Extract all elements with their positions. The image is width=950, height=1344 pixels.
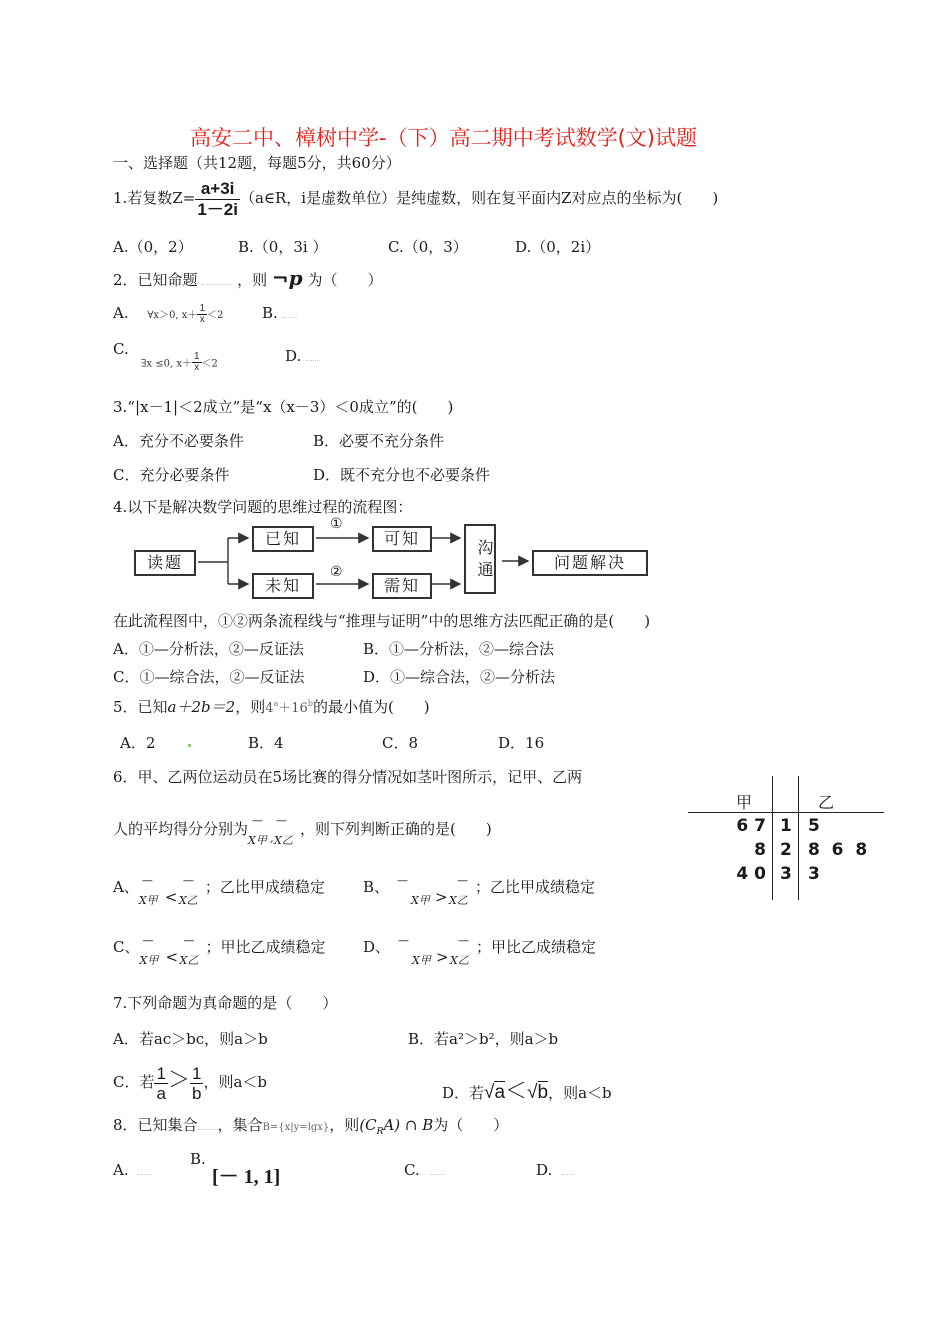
q8-c-label: C. xyxy=(404,1161,420,1179)
q6-a-text: ；乙比甲成绩稳定 xyxy=(204,878,325,896)
q6-d-label: D、 xyxy=(363,938,391,956)
flow-box-unknown: 未知 xyxy=(252,573,314,599)
page-title: 高安二中、樟树中学-（下）高二期中考试数学(文)试题 xyxy=(190,126,697,150)
q6-a-xyi: X乙 xyxy=(178,894,198,907)
question-7: 7.下列命题为真命题的是（ ） xyxy=(113,994,338,1012)
stem-leaf-right-line xyxy=(798,776,799,900)
q2-c-text: ∃x ≤0, x＋ xyxy=(141,358,192,370)
q2-c-fraction xyxy=(192,352,202,373)
q7-c-frac2 xyxy=(190,1064,203,1103)
q6-c-xyi: X乙 xyxy=(179,954,199,967)
q7-option-a: A．若ac＞bc，则a＞b xyxy=(113,1030,268,1048)
q6-c-label: C、 xyxy=(113,938,140,956)
q1-z: Z= xyxy=(172,189,196,207)
q7-c-gt: ＞ xyxy=(167,1067,190,1092)
q4-option-c: C．①—综合法，②—反证法 xyxy=(113,668,305,686)
q8-d-label: D. xyxy=(536,1161,553,1179)
flow-box-start: 读题 xyxy=(134,550,196,576)
q5-mid: ，则 xyxy=(235,698,266,716)
q2-c-label: C. xyxy=(113,340,129,358)
q8-option-d xyxy=(536,1150,574,1179)
q6-means xyxy=(248,814,300,847)
q2-negation: ¬p xyxy=(271,266,303,290)
q7-c-frac1 xyxy=(154,1064,167,1103)
q8-sub: R xyxy=(376,1127,384,1137)
q8-option-a xyxy=(113,1150,151,1179)
q7-c-num1: 1 xyxy=(156,1063,166,1083)
q8-mid: ，集合 xyxy=(217,1116,263,1134)
q2-a-frac-den: x xyxy=(197,314,207,325)
stem-leaf-plot xyxy=(688,776,886,900)
stem-leaf-row2-right: 8 6 8 xyxy=(808,840,868,860)
q2-option-b xyxy=(262,304,297,322)
q7-d-tail: ，则a＜b xyxy=(548,1084,612,1102)
q8-expr: (C xyxy=(359,1116,377,1134)
q7-option-d xyxy=(442,1074,612,1110)
q7-c-prefix: C．若 xyxy=(113,1073,155,1091)
question-1 xyxy=(113,176,718,220)
flowchart xyxy=(130,518,650,598)
q4-question: 在此流程图中，①②两条流程线与“推理与证明”中的思维方法匹配正确的是( ) xyxy=(113,612,651,630)
q5-exp-a: a xyxy=(273,699,279,708)
q2-a-formula: ∀x＞0, x＋ xyxy=(147,310,198,321)
q2-a-tail: ＜2 xyxy=(207,310,224,321)
q8-b-label: B. xyxy=(190,1150,206,1168)
q6-d-xjia: X甲 xyxy=(412,954,431,967)
q6-a-bar1: — xyxy=(141,874,153,887)
q1-option-d: D.（0，2i） xyxy=(515,238,601,256)
stem-leaf-row1-right: 5 xyxy=(808,816,820,836)
q8-b-interval: [－ 1, 1] xyxy=(212,1166,281,1188)
q6-c-xjia: X甲 xyxy=(139,954,159,967)
stem-leaf-row3-right: 3 xyxy=(808,864,820,884)
q5-prefix: 5．已知 xyxy=(113,698,168,716)
q1-prefix: 1.若复数 xyxy=(113,189,173,207)
stem-leaf-head-yi: 乙 xyxy=(818,793,835,812)
stem-leaf-header-line xyxy=(688,812,884,813)
q6-a-xjia: X甲 xyxy=(138,894,158,907)
q7-c-den2: b xyxy=(191,1083,202,1103)
q2-proposition-image xyxy=(202,274,232,285)
q6-mean-jia: X甲 xyxy=(248,834,267,847)
q6-option-d xyxy=(363,934,597,967)
q8-prefix: 8．已知集合 xyxy=(113,1116,198,1134)
flow-box-communicate: 沟通 xyxy=(464,524,496,594)
q6-c-rel: < xyxy=(165,948,179,966)
q6-d-text: ；甲比乙成绩稳定 xyxy=(476,938,597,956)
stem-leaf-row3-stem: 3 xyxy=(780,864,792,884)
q5-condition: a＋2b＝2 xyxy=(167,698,236,716)
q3-option-a: A．充分不必要条件 xyxy=(113,432,244,450)
q8-a-image xyxy=(137,1164,151,1175)
q6-a-label: A、 xyxy=(113,878,139,896)
q5-dot xyxy=(188,744,191,747)
q6-b-expr xyxy=(389,874,475,907)
q1-option-b: B.（0，3i ） xyxy=(238,238,328,256)
q8-tail: 为（ ） xyxy=(433,1116,509,1134)
q7-d-sqrt-a: √a xyxy=(484,1082,506,1103)
q2-a-label: A. xyxy=(113,304,129,322)
q6-option-c xyxy=(113,934,326,967)
q6-d-bar1: — xyxy=(398,934,410,947)
stem-leaf-row1-left: 6 7 xyxy=(736,816,766,836)
q4-option-a: A．①—分析法，②—反证法 xyxy=(113,640,304,658)
q4-option-b: B．①—分析法，②—综合法 xyxy=(363,640,555,658)
q2-tail: 为（ ） xyxy=(307,271,383,289)
flow-mark-2: ② xyxy=(330,564,343,580)
q2-c-frac-den: x xyxy=(192,362,202,373)
flow-mark-1: ① xyxy=(330,516,343,532)
q6-b-rel: > xyxy=(435,888,448,906)
q6-option-a xyxy=(113,874,325,907)
q6-d-xyi: X乙 xyxy=(450,954,469,967)
question-2 xyxy=(113,266,382,290)
q4-option-d: D．①—综合法，②—分析法 xyxy=(363,668,556,686)
q8-option-b xyxy=(190,1150,281,1188)
q7-option-c xyxy=(113,1058,267,1104)
q1-fraction xyxy=(195,179,240,220)
q2-d-formula-image xyxy=(306,350,320,361)
q6-b-text: ；乙比甲成绩稳定 xyxy=(475,878,596,896)
q5-plus16: ＋16 xyxy=(278,701,308,716)
stem-leaf-row2-stem: 2 xyxy=(780,840,792,860)
stem-leaf-row2-left: 8 xyxy=(754,840,766,860)
section-header: 一、选择题（共12题，每题5分，共60分） xyxy=(113,154,401,172)
q6-a-rel: < xyxy=(164,888,178,906)
q8-a-label: A. xyxy=(113,1161,129,1179)
q8-option-c xyxy=(404,1150,444,1179)
question-5 xyxy=(113,696,430,717)
question-6-line1: 6．甲、乙两位运动员在5场比赛的得分情况如茎叶图所示，记甲、乙两 xyxy=(113,768,583,786)
question-3: 3.“|x－1|＜2成立”是“x（x－3）＜0成立”的( ) xyxy=(113,398,454,416)
q2-c-formula xyxy=(141,352,218,373)
q6-c-expr xyxy=(139,934,205,967)
q6-d-bar2: — xyxy=(458,934,470,947)
q7-d-a: a xyxy=(494,1082,506,1103)
q2-b-formula-image xyxy=(283,307,297,318)
stem-leaf-top-line xyxy=(772,776,773,900)
q6-b-xjia: X甲 xyxy=(411,894,430,907)
stem-leaf-row1-stem: 1 xyxy=(780,816,792,836)
q6-option-b xyxy=(363,874,596,907)
q7-c-tail: ，则a＜b xyxy=(203,1073,267,1091)
q6-b-bar2: — xyxy=(457,874,469,887)
q5-option-d: D．16 xyxy=(498,734,545,752)
question-6-line2 xyxy=(113,814,492,847)
q3-option-c: C．充分必要条件 xyxy=(113,466,230,484)
q2-d-label: D. xyxy=(285,347,302,365)
q6-c-text: ；甲比乙成绩稳定 xyxy=(205,938,326,956)
flow-box-need-know: 需知 xyxy=(372,573,432,599)
q8-expr2: A) ∩ B xyxy=(383,1116,434,1134)
q8-setB: B={x|y=lgx} xyxy=(262,1122,330,1133)
q7-d-sqrt-b: √b xyxy=(527,1082,549,1103)
question-8 xyxy=(113,1114,508,1137)
q7-option-b: B．若a²＞b²，则a＞b xyxy=(408,1030,559,1048)
q2-a-frac-num: 1 xyxy=(199,302,205,314)
q8-d-image xyxy=(562,1164,574,1175)
q7-d-prefix: D．若 xyxy=(442,1084,485,1102)
q2-c-frac-num: 1 xyxy=(193,351,200,362)
q6-b-label: B、 xyxy=(363,878,390,896)
q2-option-d xyxy=(285,340,320,365)
q3-option-d: D．既不充分也不必要条件 xyxy=(313,466,491,484)
q5-option-a: A．2 xyxy=(120,734,156,752)
flow-box-known: 已知 xyxy=(252,526,314,552)
flow-box-can-know: 可知 xyxy=(372,526,432,552)
q2-b-label: B. xyxy=(262,304,278,322)
q2-a-fraction xyxy=(197,304,207,325)
q8-then: ，则 xyxy=(329,1116,360,1134)
q6-mean-yi: X乙 xyxy=(274,834,293,847)
q5-exp-b: b xyxy=(307,699,313,708)
q6-d-expr xyxy=(390,934,476,967)
q8-c-image xyxy=(430,1164,444,1175)
q6-c-bar1: — xyxy=(142,934,154,947)
stem-leaf-row3-left: 4 0 xyxy=(736,864,766,884)
q2-mid: ，则 xyxy=(237,271,268,289)
q1-denominator: 1－2i xyxy=(197,199,238,219)
q1-numerator: a+3i xyxy=(200,178,235,198)
q5-tail: 的最小值为( ) xyxy=(312,698,430,716)
q6-b-xyi: X乙 xyxy=(449,894,468,907)
stem-leaf-head-jia: 甲 xyxy=(736,793,753,812)
q3-option-b: B．必要不充分条件 xyxy=(313,432,445,450)
q7-c-den1: a xyxy=(156,1083,166,1103)
q6-d-rel: > xyxy=(436,948,449,966)
q6-line2-prefix: 人的平均得分分别为 xyxy=(113,820,249,838)
q6-mean-comma: , xyxy=(270,832,274,845)
q1-option-c: C.（0，3） xyxy=(388,238,468,256)
question-4: 4.以下是解决数学问题的思维过程的流程图： xyxy=(113,498,413,516)
q6-a-bar2: — xyxy=(182,874,194,887)
q1-option-a: A.（0，2） xyxy=(113,238,193,256)
q5-option-c: C．8 xyxy=(382,734,419,752)
q2-option-a xyxy=(113,300,223,329)
q8-setA-image xyxy=(198,1119,218,1130)
q6-b-bar1: — xyxy=(397,874,409,887)
q6-line2-tail: ，则下列判断正确的是( ) xyxy=(300,820,492,838)
q6-mean-jia-bar: — xyxy=(252,814,264,827)
q7-d-lt: ＜ xyxy=(505,1078,528,1103)
q5-base4: 4 xyxy=(265,701,274,716)
q6-c-bar2: — xyxy=(183,934,195,947)
q1-tail: （a∈R，i是虚数单位）是纯虚数，则在复平面内Z对应点的坐标为( ) xyxy=(239,189,719,207)
q7-c-num2: 1 xyxy=(191,1063,202,1083)
flow-box-solve: 问题解决 xyxy=(532,550,648,576)
q6-a-expr xyxy=(138,874,205,907)
q5-option-b: B．4 xyxy=(248,734,284,752)
q7-d-b: b xyxy=(537,1082,549,1103)
q2-prefix: 2．已知命题 xyxy=(113,271,198,289)
q6-mean-yi-bar: — xyxy=(276,814,288,827)
q2-option-c xyxy=(113,340,218,373)
q2-c-tail: ＜2 xyxy=(201,358,218,370)
